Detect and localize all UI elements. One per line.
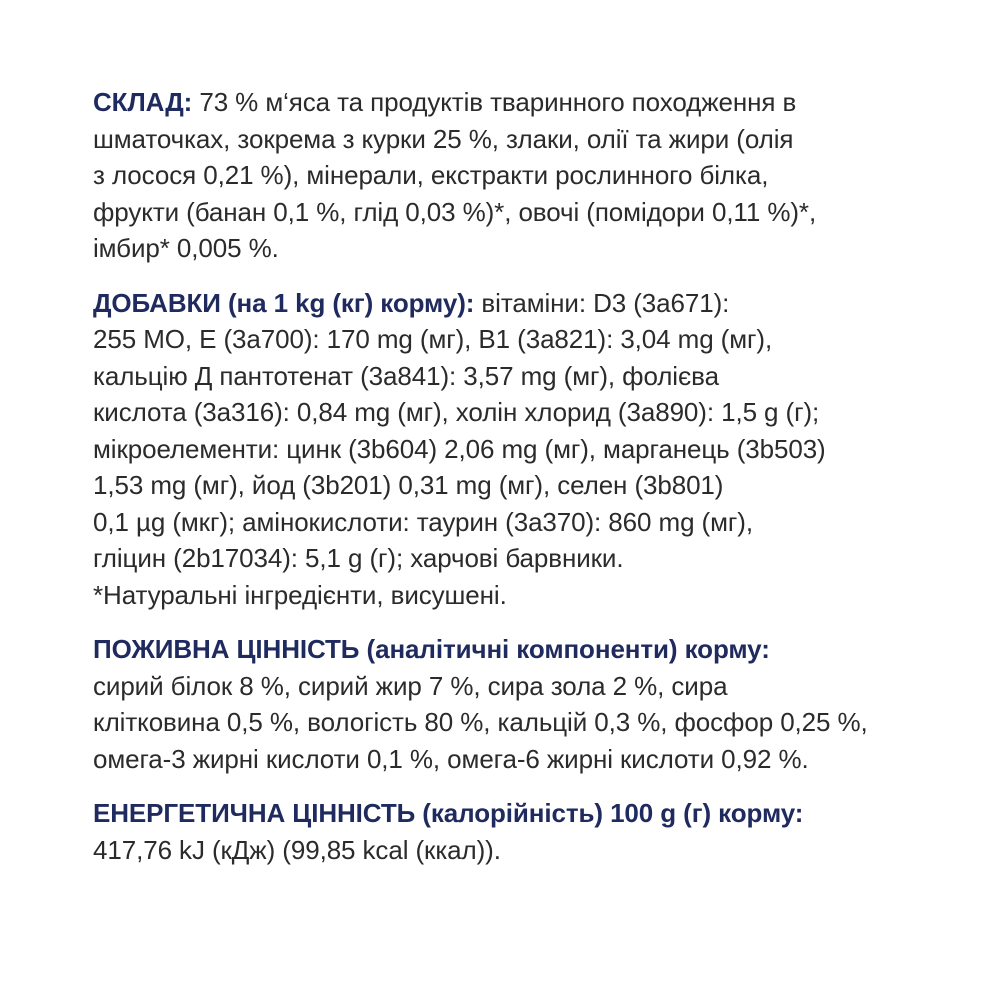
composition-label: СКЛАД: <box>93 87 193 117</box>
composition-line-2: шматочках, зокрема з курки 25 %, злаки, олії та жири (олія <box>93 123 794 154</box>
composition-section <box>93 84 923 267</box>
energy-line-1: 417,76 kJ (кДж) (99,85 kcal (ккал)). <box>93 834 501 865</box>
additives-section <box>93 285 923 614</box>
composition-line-4: фрукти (банан 0,1 %, глід 0,03 %)*, овочі (помідори 0,11 %)*, <box>93 196 817 227</box>
nutrition-line-2: клітковина 0,5 %, вологість 80 %, кальцій 0,3 %, фосфор 0,25 %, <box>93 707 868 737</box>
additives-line-4: кислота (3а316): 0,84 mg (мг), холін хлорид (3а890): 1,5 g (г); <box>93 397 820 427</box>
additives-line-8: гліцин (2b17034): 5,1 g (г); харчові барвники. <box>93 543 624 573</box>
additives-line-7: 0,1 µg (мкг); амінокислоти: таурин (3а370): 860 mg (мг), <box>93 506 753 537</box>
energy-section <box>93 795 923 868</box>
additives-line-5: мікроелементи: цинк (3b604) 2,06 mg (мг), марганець (3b503) <box>93 433 826 464</box>
additives-text: вітаміни: D3 (3а671): <box>474 287 730 318</box>
nutrition-section <box>93 631 923 777</box>
ingredients-document <box>93 84 923 868</box>
additives-line-1 <box>93 285 923 322</box>
additives-label: ДОБАВКИ (на 1 kg (кг) корму): <box>93 287 475 318</box>
additives-line-2: 255 МО, Е (3а700): 170 mg (мг), В1 (3а821): 3,04 mg (мг), <box>93 324 773 354</box>
additives-line-6: 1,53 mg (мг), йод (3b201) 0,31 mg (мг), селен (3b801) <box>93 470 724 500</box>
additives-footnote: *Натуральні інгредієнти, висушені. <box>93 579 507 610</box>
additives-line-3: кальцію Д пантотенат (3а841): 3,57 mg (мг), фолієва <box>93 360 719 391</box>
nutrition-line-3: омега-3 жирні кислоти 0,1 %, омега-6 жирні кислоти 0,92 %. <box>93 743 809 774</box>
energy-label: ЕНЕРГЕТИЧНА ЦІННІСТЬ (калорійність) 100 g (г) корму: <box>93 798 804 828</box>
composition-line-5: імбир* 0,005 %. <box>93 233 279 263</box>
composition-text: 73 % м‘яса та продуктів тваринного походження в <box>192 87 797 117</box>
nutrition-label: ПОЖИВНА ЦІННІСТЬ (аналітичні компоненти) корму: <box>93 634 770 664</box>
composition-line-3: з лосося 0,21 %), мінерали, екстракти рослинного білка, <box>93 160 769 190</box>
composition-line-1 <box>93 84 923 121</box>
nutrition-line-1: сирий білок 8 %, сирий жир 7 %, сира зола 2 %, сира <box>93 670 728 701</box>
